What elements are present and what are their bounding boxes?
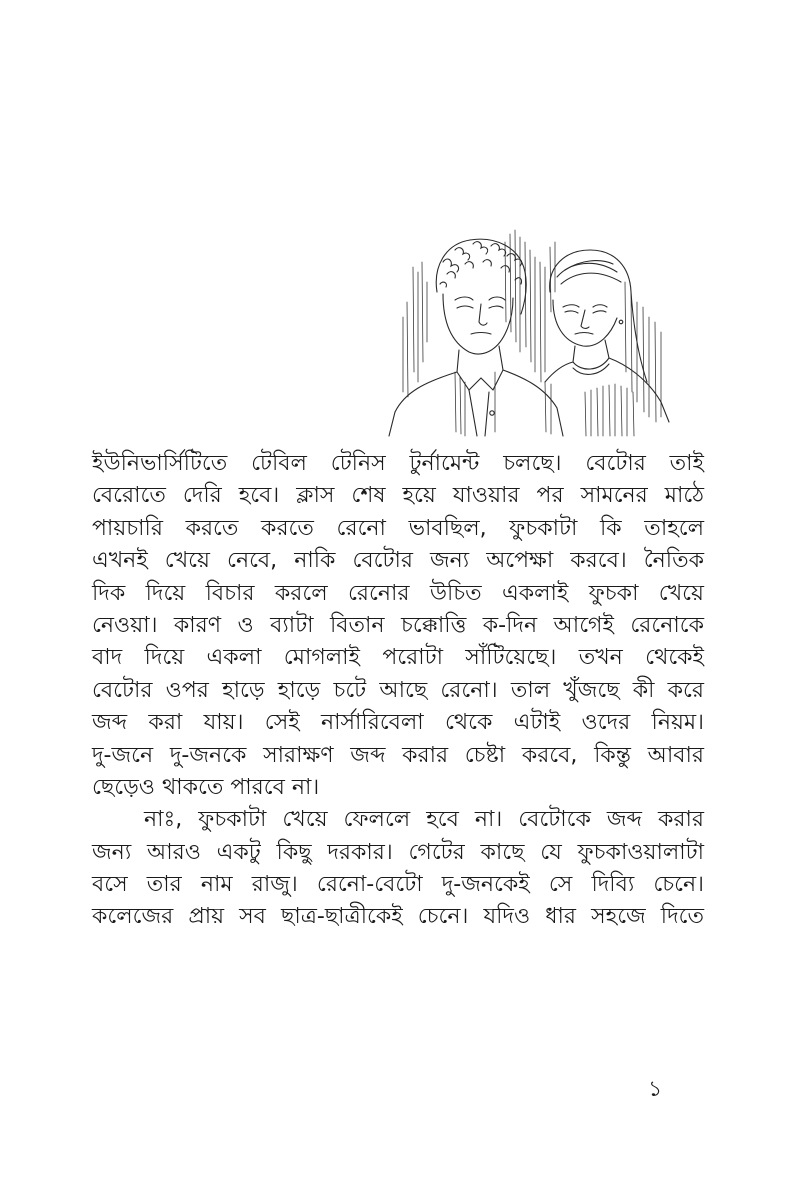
illustration-two-students	[385, 222, 685, 440]
page-number: ১	[648, 1077, 663, 1102]
text-line: বেরোতে দেরি হবে। ক্লাস শেষ হয়ে যাওয়ার পর সামনের মাঠে	[92, 483, 704, 509]
text-line: ইউনিভার্সিটিতে টেবিল টেনিস টুর্নামেন্ট চলছে। বেটোর তাই	[92, 451, 704, 476]
text-line: ছেড়েও থাকতে পারবে না।	[92, 774, 320, 800]
text-line: বেটোর ওপর হাড়ে হাড়ে চটে আছে রেনো। তাল খুঁজছে কী করে	[92, 677, 704, 703]
text-line: বসে তার নাম রাজু। রেনো-বেটো দু-জনকেই সে দিব্যি চেনে।	[92, 872, 704, 898]
text-line: এখনই খেয়ে নেবে, নাকি বেটোর জন্য অপেক্ষা করবে। নৈতিক	[92, 548, 704, 574]
text-line: পায়চারি করতে করতে রেনো ভাবছিল, ফুচকাটা কি তাহলে	[92, 515, 704, 541]
text-line: দু-জনে দু-জনকে সারাক্ষণ জব্দ করার চেষ্টা করবে, কিন্তু আবার	[92, 742, 704, 768]
paragraph-1	[92, 448, 704, 804]
text-line: জন্য আরও একটু কিছু দরকার। গেটের কাছে যে ফুচকাওয়ালাটা	[92, 839, 704, 865]
text-line: নাঃ, ফুচকাটা খেয়ে ফেললে হবে না। বেটোকে জব্দ করার	[144, 807, 704, 833]
text-line: জব্দ করা যায়। সেই নার্সারিবেলা থেকে এটাই ওদের নিয়ম।	[92, 710, 704, 736]
text-line: দিক দিয়ে বিচার করলে রেনোর উচিত একলাই ফুচকা খেয়ে	[92, 580, 704, 606]
body-text	[92, 448, 704, 934]
text-line: বাদ দিয়ে একলা মোগলাই পরোটা সাঁটিয়েছে। তখন থেকেই	[92, 645, 704, 671]
illustration-drawing-icon	[385, 222, 685, 440]
text-line: নেওয়া। কারণ ও ব্যাটা বিতান চক্কোত্তি ক-দিন আগেই রেনোকে	[92, 612, 704, 638]
paragraph-2	[92, 804, 704, 934]
text-line: কলেজের প্রায় সব ছাত্র-ছাত্রীকেই চেনে। যদিও ধার সহজে দিতে	[92, 904, 704, 930]
